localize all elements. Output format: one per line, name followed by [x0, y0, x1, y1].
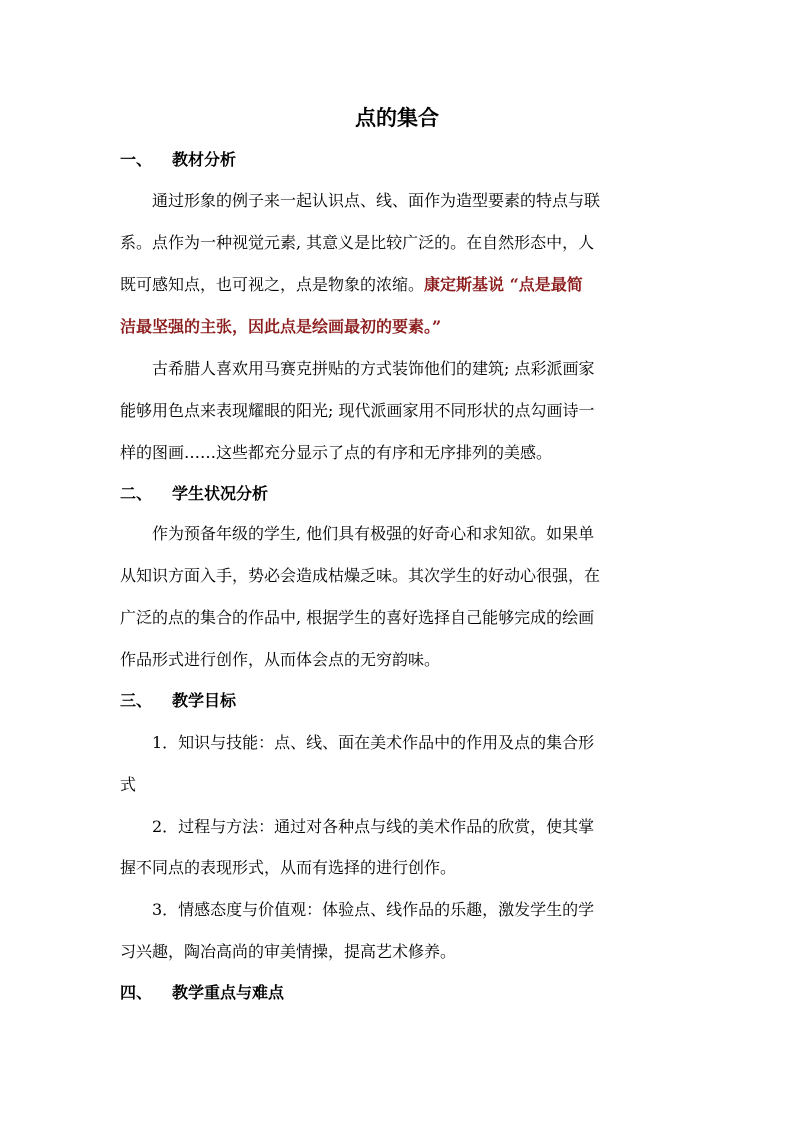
section-heading-1: [120, 148, 236, 172]
paragraph-line: 系。点作为一种视觉元素, 其意义是比较广泛的。在自然形态中，人: [120, 233, 595, 252]
emphasized-quote: 康定斯基说 “点是最简: [424, 275, 583, 294]
section-title: 学生状况分析: [172, 484, 269, 503]
paragraph-line: 通过形象的例子来一起认识点、线、面作为造型要素的特点与联: [152, 191, 601, 210]
section-title: 教学重点与难点: [172, 983, 285, 1002]
section-heading-4: [120, 981, 284, 1005]
section-number: 二、: [120, 484, 153, 503]
goal-item-3: 3．情感态度与价值观：体验点、线作品的乐趣，激发学生的学: [152, 900, 595, 919]
paragraph-line: 广泛的点的集合的作品中, 根据学生的喜好选择自己能够完成的绘画: [120, 608, 595, 627]
section-heading-3: [120, 689, 236, 713]
goal-item-2-cont: 握不同点的表现形式，从而有选择的进行创作。: [120, 858, 457, 877]
emphasized-quote: 洁最坚强的主张，因此点是绘画最初的要素。”: [120, 317, 442, 336]
section-title: 教材分析: [172, 150, 237, 169]
section-heading-2: [120, 482, 268, 506]
section-number: 四、: [120, 983, 153, 1002]
page-title: 点的集合: [355, 105, 439, 130]
paragraph-line: 作品形式进行创作，从而体会点的无穷韵味。: [120, 650, 441, 669]
paragraph-line: [120, 273, 583, 297]
paragraph-line: 能够用色点来表现耀眼的阳光; 现代派画家用不同形状的点勾画诗一: [120, 401, 595, 420]
paragraph-text: 既可感知点，也可视之，点是物象的浓缩。: [120, 275, 425, 294]
goal-item-1-cont: 式: [120, 775, 137, 794]
paragraph-line: 作为预备年级的学生, 他们具有极强的好奇心和求知欲。如果单: [152, 524, 595, 543]
section-title: 教学目标: [172, 691, 237, 710]
paragraph-line: 从知识方面入手，势必会造成枯燥乏味。其次学生的好动心很强，在: [120, 566, 601, 585]
paragraph-line: 样的图画……这些都充分显示了点的有序和无序排列的美感。: [120, 443, 553, 462]
goal-item-2: 2．过程与方法：通过对各种点与线的美术作品的欣赏，使其掌: [152, 817, 595, 836]
goal-item-1: 1．知识与技能：点、线、面在美术作品中的作用及点的集合形: [152, 733, 595, 752]
paragraph-line: 古希腊人喜欢用马赛克拼贴的方式装饰他们的建筑; 点彩派画家: [152, 359, 595, 378]
section-number: 一、: [120, 150, 153, 169]
goal-item-3-cont: 习兴趣，陶冶高尚的审美情操，提高艺术修养。: [120, 942, 457, 961]
section-number: 三、: [120, 691, 153, 710]
